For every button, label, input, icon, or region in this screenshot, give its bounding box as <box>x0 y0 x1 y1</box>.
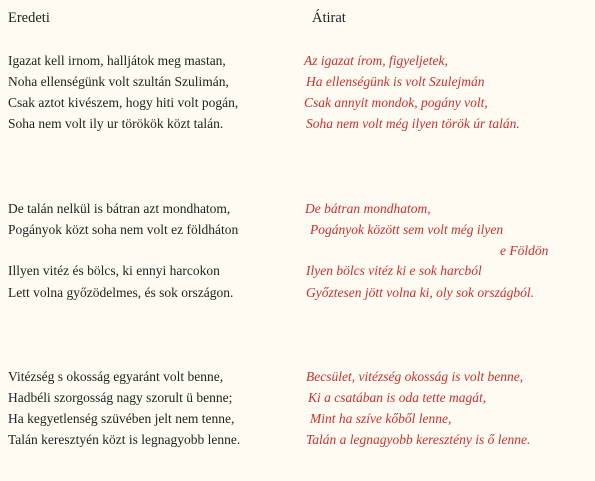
transcription-line: Ha ellenségünk is volt Szulejmán <box>306 74 485 89</box>
original-line: Illyen vitéz és bölcs, ki ennyi harcokon <box>8 263 220 278</box>
header-original: Eredeti <box>8 10 50 26</box>
transcription-line: Ki a csatában is oda tette magát, <box>308 390 487 405</box>
transcription-line: Pogányok között sem volt még ilyen <box>310 222 504 237</box>
original-line: Talán keresztyén közt is legnagyobb lenne. <box>8 432 241 447</box>
original-line: Csak aztot kivészem, hogy hiti volt pogán, <box>8 95 239 110</box>
original-line: Noha ellenségünk volt szultán Szulimán, <box>8 74 229 89</box>
original-line: De talán nelkül is bátran azt mondhatom, <box>8 201 231 216</box>
transcription-line: Soha nem volt még ilyen török úr talán. <box>306 116 520 131</box>
original-line: Pogányok közt soha nem volt ez földháton <box>8 222 239 237</box>
original-line: Hadbéli szorgosság nagy szorult ü benne; <box>8 390 233 405</box>
original-line: Lett volna győzödelmes, és sok országon. <box>8 285 234 300</box>
transcription-line: e Földön <box>500 243 549 258</box>
original-line: Soha nem volt ily ur törökök közt talán. <box>8 116 224 131</box>
transcription-line: Talán a legnagyobb keresztény is ő lenne. <box>306 432 531 447</box>
transcription-line: Győztesen jött volna ki, oly sok országból. <box>306 285 534 300</box>
original-line: Igazat kell irnom, halljátok meg mastan, <box>8 53 226 68</box>
transcription-line: Az igazat írom, figyeljetek, <box>304 53 448 68</box>
transcription-line: Csak annyit mondok, pogány volt, <box>304 95 488 110</box>
transcription-line: De bátran mondhatom, <box>305 201 431 216</box>
header-transcription: Átirat <box>312 10 346 26</box>
transcription-line: Becsület, vitézség okosság is volt benne, <box>306 369 524 384</box>
transcription-line: Ilyen bölcs vitéz ki e sok harcból <box>306 263 482 278</box>
original-line: Ha kegyetlenség szüvében jelt nem tenne, <box>8 411 235 426</box>
transcription-line: Mint ha szíve kőből lenne, <box>310 411 452 426</box>
original-line: Vitézség s okosság egyaránt volt benne, <box>8 369 224 384</box>
